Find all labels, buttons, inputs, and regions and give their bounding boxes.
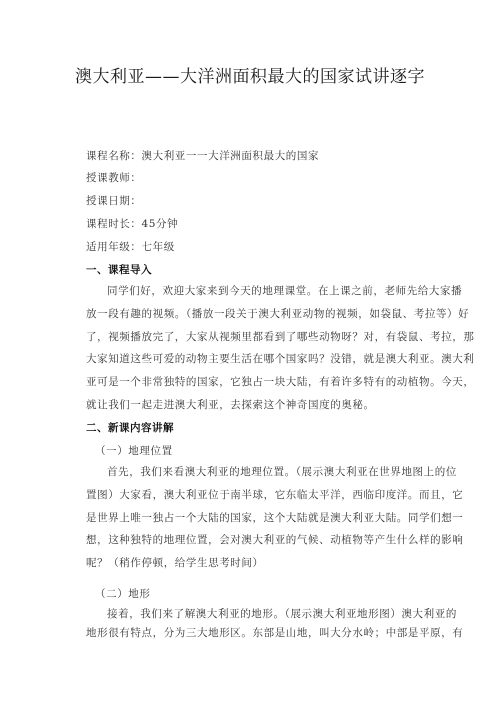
paragraph-line: 就让我们一起走进澳大利亚，去探索这个神奇国度的奥秘。 <box>86 398 375 411</box>
course-name: 课程名称：澳大利亚一一大洋洲面积最大的国家 <box>86 150 320 162</box>
location-paragraph <box>86 461 464 575</box>
paragraph-line: 大家知道这些可爱的动物主要生活在哪个国家吗？没错，就是澳大利亚。澳大利 <box>86 353 475 366</box>
terrain-paragraph <box>86 605 464 643</box>
paragraph-line: 置图）大家看，澳大利亚位于南半球，它东临太平洋，西临印度洋。而且，它 <box>86 488 464 501</box>
teacher-field: 授课教师： <box>86 172 142 184</box>
subsection-terrain-heading: （二）地形 <box>95 588 151 600</box>
section-new-heading: 二、新课内容讲解 <box>86 422 174 434</box>
paragraph-line: 接着，我们来了解澳大利亚的地形。（展示澳大利亚地形图）澳大利亚的 <box>107 608 457 620</box>
document-title: 澳大利亚——大洋洲面积最大的国家试讲逐字 <box>75 67 425 87</box>
date-field: 授课日期： <box>86 195 142 207</box>
paragraph-line: 了，视频播放完了，大家从视频里都看到了哪些动物呀？对，有袋鼠、考拉，那 <box>86 330 475 343</box>
section-intro-heading: 一、课程导入 <box>86 264 152 276</box>
grade-field: 适用年级：七年级 <box>86 241 175 253</box>
paragraph-line: 是世界上唯一独占一个大陆的国家，这个大陆就是澳大利亚大陆。同学们想一 <box>86 511 464 524</box>
paragraph-line: 呢？（稍作停顿，给学生思考时间） <box>86 557 264 570</box>
paragraph-line: 地形很有特点，分为三大地形区。东部是山地，叫大分水岭；中部是平原，有 <box>86 627 464 639</box>
duration-field: 课程时长：45分钟 <box>86 218 179 230</box>
paragraph-line: 亚可是一个非常独特的国家，它独占一块大陆，有着许多特有的动植物。今天， <box>86 376 475 389</box>
paragraph-line: 同学们好，欢迎大家来到今天的地理课堂。在上课之前，老师先给大家播 <box>107 285 463 297</box>
paragraph-line: 首先，我们来看澳大利亚的地理位置。（展示澳大利亚在世界地图上的位 <box>107 466 457 478</box>
intro-paragraph <box>86 280 475 417</box>
paragraph-line: 想，这种独特的地理位置，会对澳大利亚的气候、动植物等产生什么样的影响 <box>86 534 464 547</box>
subsection-location-heading: （一）地理位置 <box>95 445 173 457</box>
paragraph-line: 放一段有趣的视频。（播放一段关于澳大利亚动物的视频，如袋鼠、考拉等）好 <box>86 307 470 320</box>
